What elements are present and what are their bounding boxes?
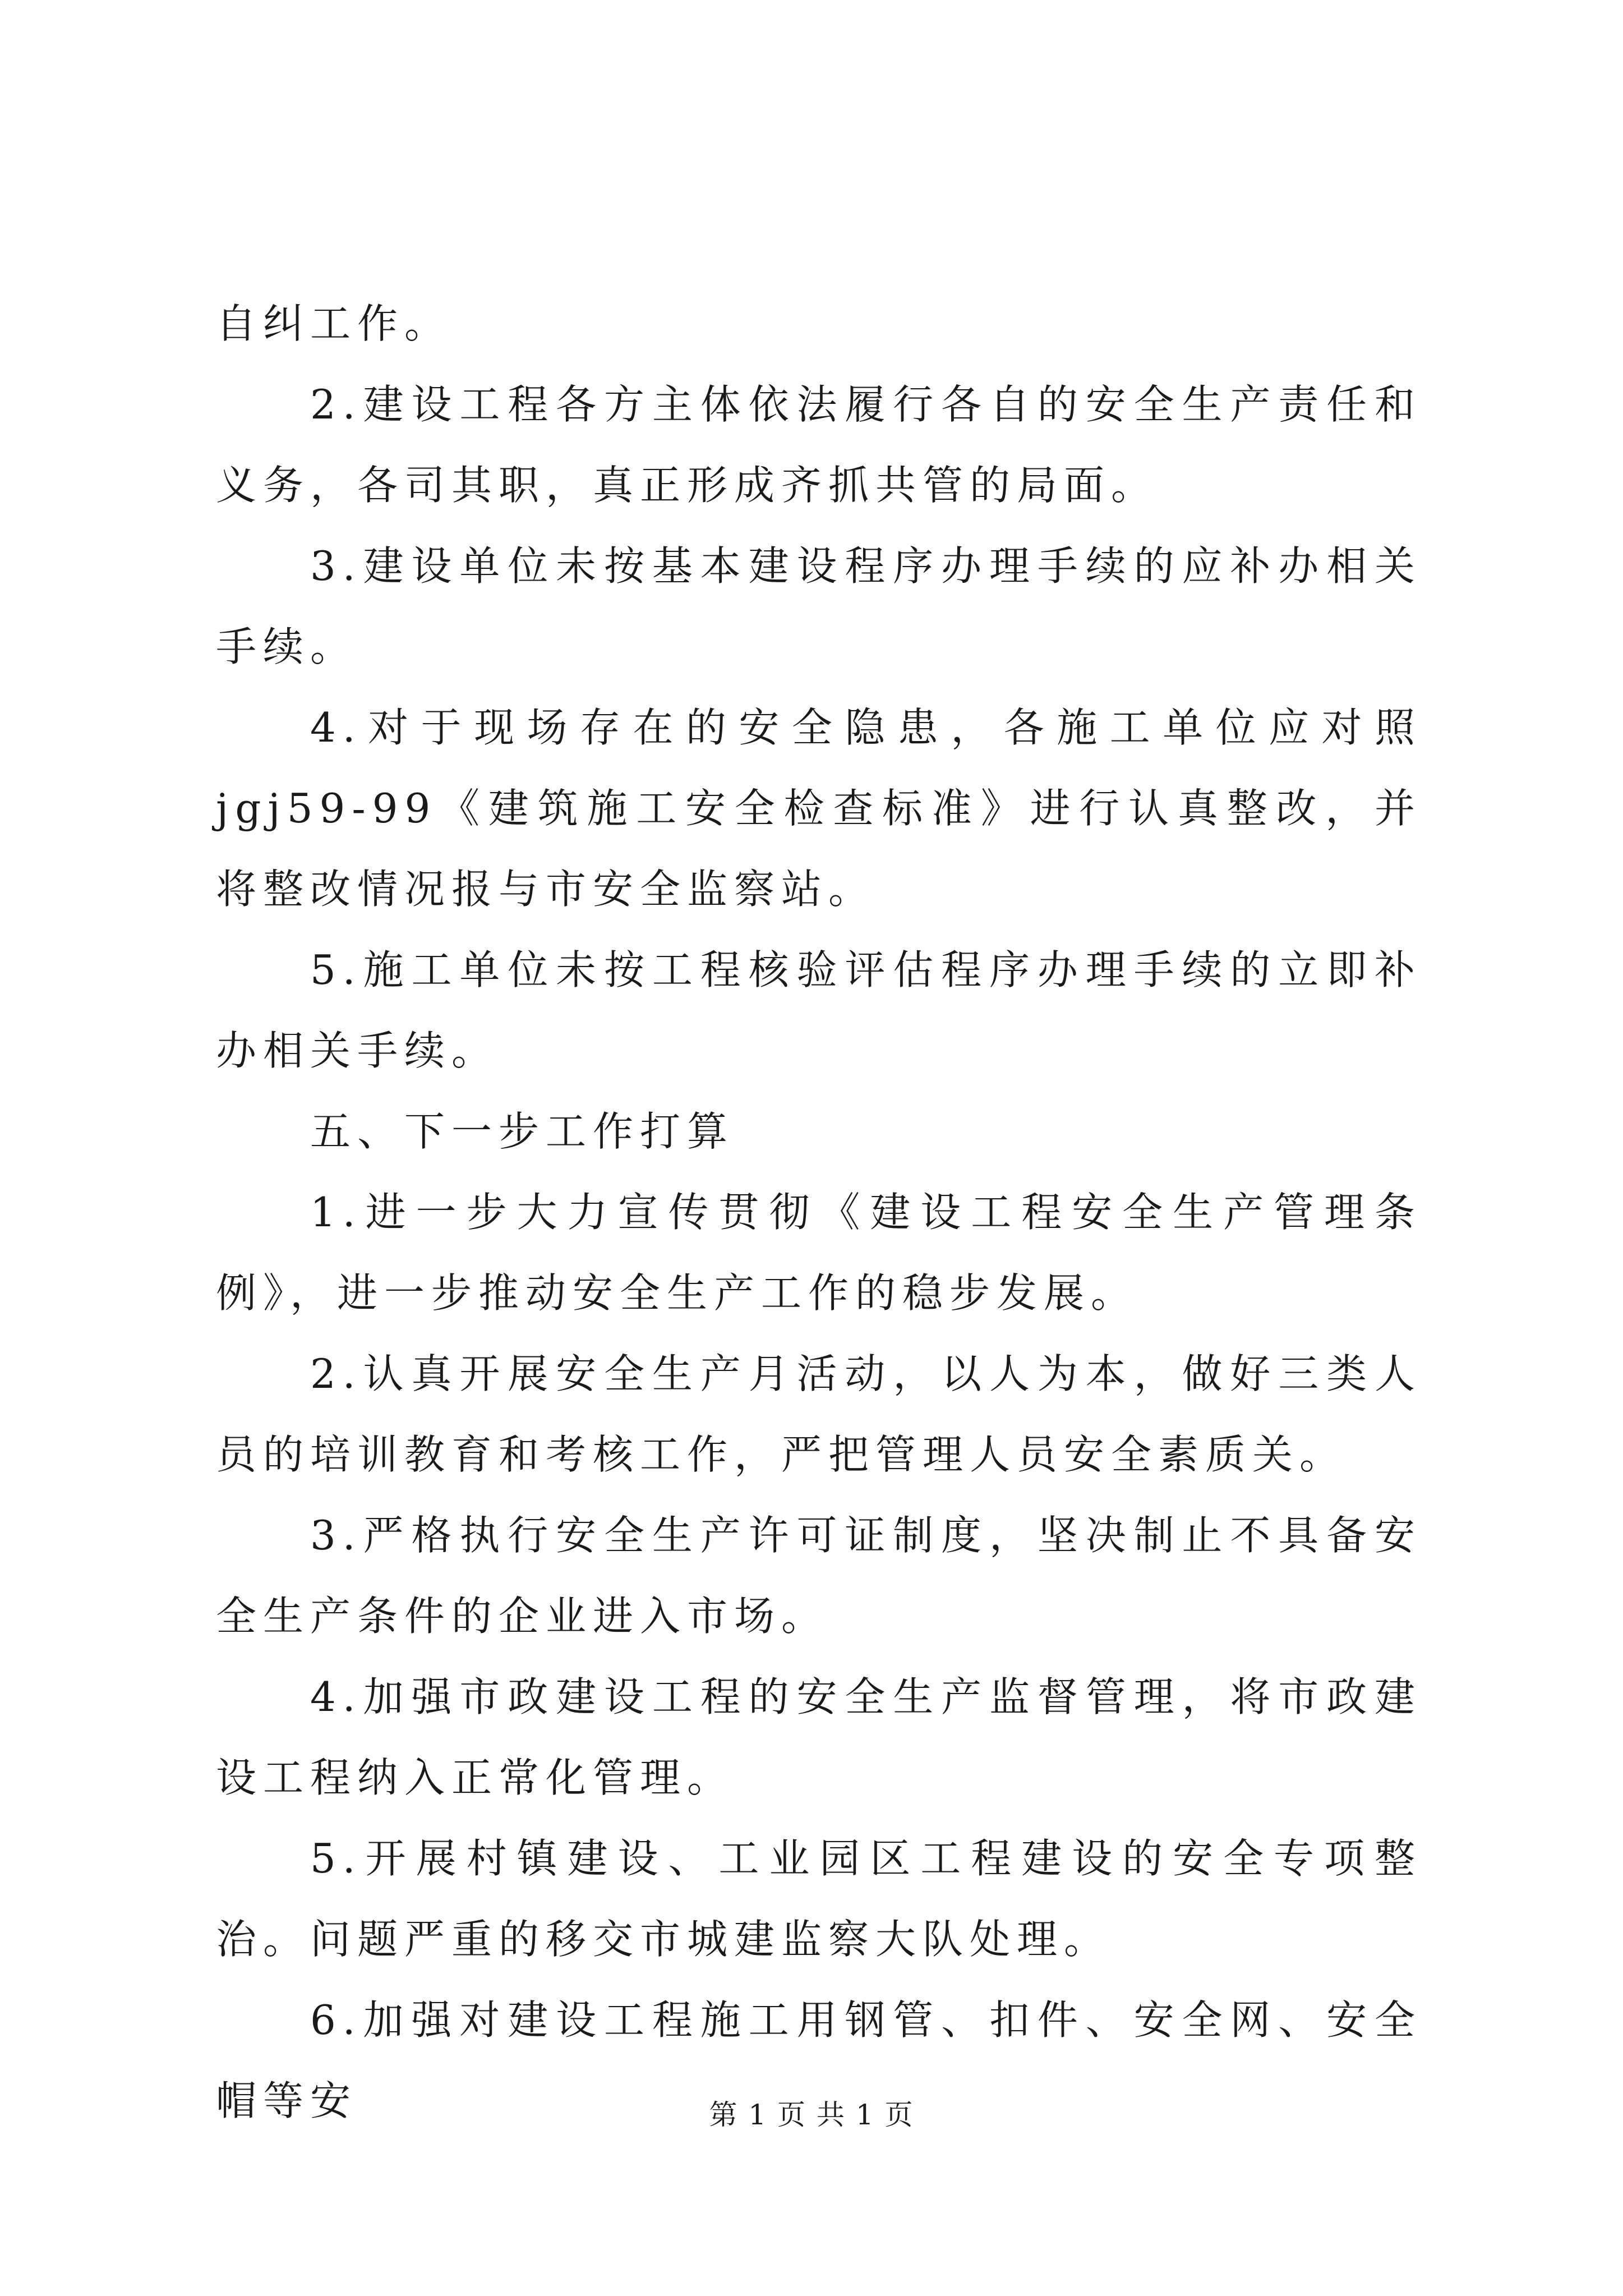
paragraph: 3.建设单位未按基本建设程序办理手续的应补办相关手续。	[216, 542, 1422, 670]
paragraph: 自纠工作。	[216, 300, 452, 347]
section-heading: 五、下一步工作打算	[310, 1108, 735, 1155]
paragraph: 5.开展村镇建设、工业园区工程建设的安全专项整治。问题严重的移交市城建监察大队处理。	[216, 1835, 1422, 1963]
document-body	[216, 283, 1422, 2141]
paragraph: 6.加强对建设工程施工用钢管、扣件、安全网、安全帽等安	[216, 1996, 1422, 2124]
paragraph: 3.严格执行安全生产许可证制度，坚决制止不具备安全生产条件的企业进入市场。	[216, 1512, 1422, 1640]
paragraph: 5.施工单位未按工程核验评估程序办理手续的立即补办相关手续。	[216, 946, 1422, 1074]
page-number-label: 第 1 页 共 1 页	[709, 2099, 914, 2131]
paragraph: 4.对于现场存在的安全隐患，各施工单位应对照 jgj59-99《建筑施工安全检查标准》进行认真整改，并将整改情况报与市安全监察站。	[216, 704, 1422, 913]
paragraph: 4.加强市政建设工程的安全生产监督管理，将市政建设工程纳入正常化管理。	[216, 1673, 1422, 1801]
page-footer	[0, 2095, 1623, 2134]
paragraph: 2.建设工程各方主体依法履行各自的安全生产责任和义务，各司其职，真正形成齐抓共管的局面。	[216, 381, 1422, 509]
paragraph: 2.认真开展安全生产月活动，以人为本，做好三类人员的培训教育和考核工作，严把管理人员安全素质关。	[216, 1350, 1422, 1478]
paragraph: 1.进一步大力宣传贯彻《建设工程安全生产管理条例》，进一步推动安全生产工作的稳步发展。	[216, 1189, 1422, 1317]
